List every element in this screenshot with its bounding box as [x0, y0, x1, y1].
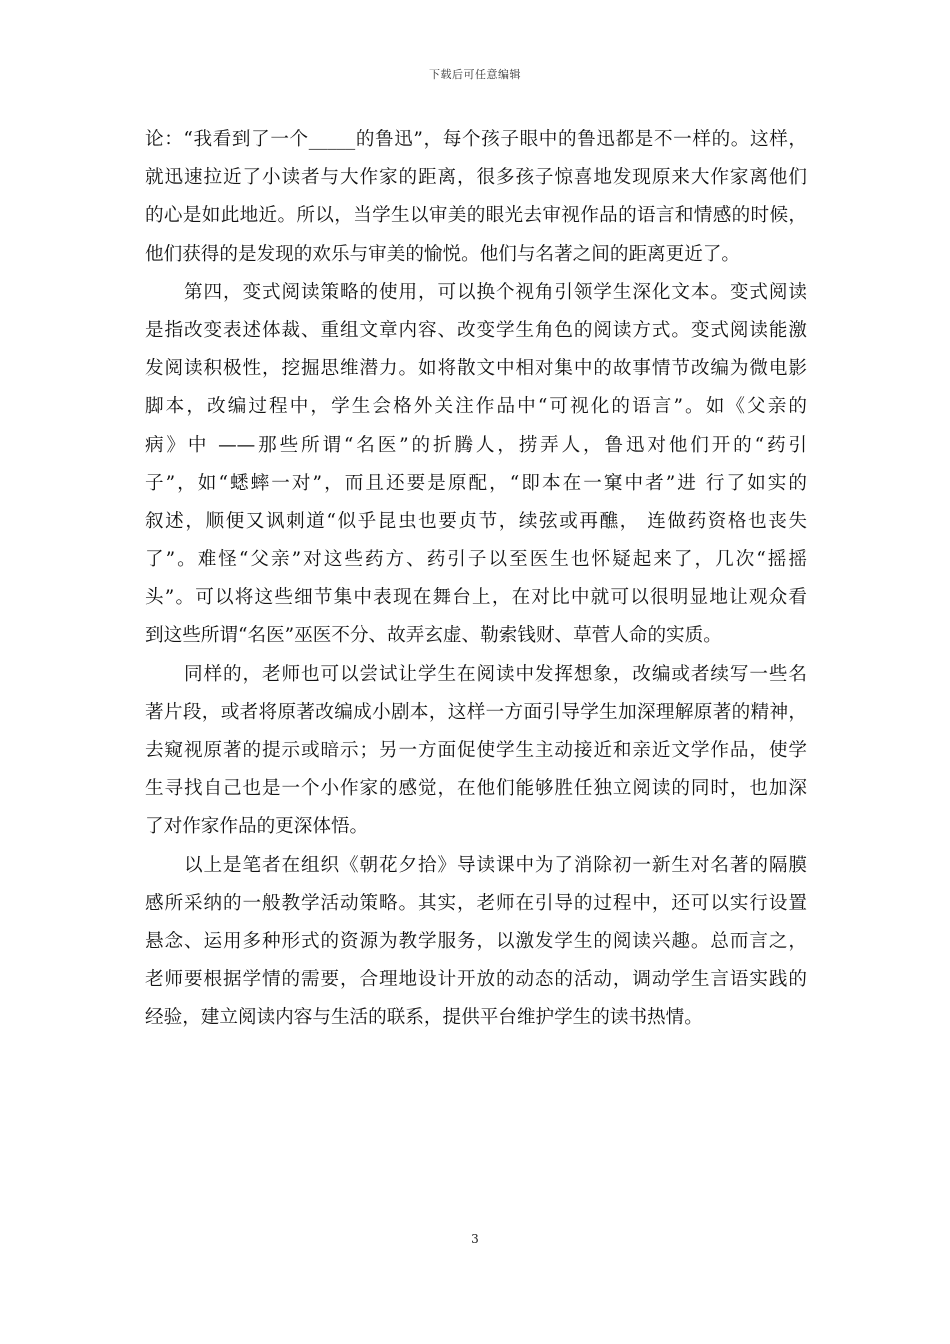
page-number: 3 — [471, 1232, 479, 1246]
text-line: 著片段，或者将原著改编成小剧本，这样一方面引导学生加深理解原著的精神， — [145, 701, 807, 723]
text-line: 的心是如此地近。所以，当学生以审美的眼光去审视作品的语言和情感的时候， — [145, 205, 807, 227]
paragraph-3 — [145, 656, 807, 847]
text-line: 他们获得的是发现的欢乐与审美的愉悦。他们与名著之间的距离更近了。 — [145, 243, 741, 265]
text-line: 了对作家作品的更深体悟。 — [145, 816, 369, 838]
text-line: 了”。难怪“父亲”对这些药方、药引子以至医生也怀疑起来了，几次“摇摇 — [145, 549, 807, 571]
text-line: 以上是笔者在组织《朝花夕拾》导读课中为了消除初一新生对名著的隔膜 — [184, 854, 807, 876]
page-header: 下载后可任意编辑 — [429, 68, 521, 81]
text-line: 叙述，顺便又讽刺道“似乎昆虫也要贞节，续弦或再醮， 连做药资格也丧失 — [145, 510, 807, 532]
paragraph-1 — [145, 121, 807, 274]
text-line: 论：“我看到了一个_____的鲁迅”，每个孩子眼中的鲁迅都是不一样的。这样， — [145, 129, 807, 150]
text-line: 第四，变式阅读策略的使用，可以换个视角引领学生深化文本。变式阅读 — [184, 281, 807, 303]
text-line: 就迅速拉近了小读者与大作家的距离，很多孩子惊喜地发现原来大作家离他们 — [145, 167, 807, 189]
text-line: 悬念、运用多种形式的资源为教学服务，以激发学生的阅读兴趣。总而言之， — [145, 930, 807, 952]
document-body — [145, 121, 807, 1038]
text-line: 子”，如“蟋蟀一对”，而且还要是原配，“即本在一窠中者”进 行了如实的 — [145, 472, 807, 494]
text-line: 脚本，改编过程中，学生会格外关注作品中“可视化的语言”。如《父亲的 — [145, 396, 807, 418]
text-line: 去窥视原著的提示或暗示；另一方面促使学生主动接近和亲近文学作品，使学 — [145, 740, 807, 761]
text-line: 生寻找自己也是一个小作家的感觉，在他们能够胜任独立阅读的同时，也加深 — [145, 778, 807, 800]
text-line: 病》中 ——那些所谓“名医”的折腾人，捞弄人，鲁迅对他们开的“药引 — [145, 434, 807, 456]
text-line: 发阅读积极性，挖掘思维潜力。如将散文中相对集中的故事情节改编为微电影 — [145, 358, 807, 380]
text-line: 头”。可以将这些细节集中表现在舞台上，在对比中就可以很明显地让观众看 — [145, 587, 807, 609]
text-line: 经验，建立阅读内容与生活的联系，提供平台维护学生的读书热情。 — [145, 1007, 703, 1029]
paragraph-2 — [145, 274, 807, 656]
text-line: 同样的，老师也可以尝试让学生在阅读中发挥想象，改编或者续写一些名 — [184, 663, 807, 685]
paragraph-4 — [145, 847, 807, 1038]
text-line: 是指改变表述体裁、重组文章内容、改变学生角色的阅读方式。变式阅读能激 — [145, 319, 807, 341]
text-line: 到这些所谓“名医”巫医不分、故弄玄虚、勒索钱财、草菅人命的实质。 — [145, 625, 722, 647]
text-line: 感所采纳的一般教学活动策略。其实，老师在引导的过程中，还可以实行设置 — [145, 892, 807, 914]
text-line: 老师要根据学情的需要，合理地设计开放的动态的活动，调动学生言语实践的 — [145, 969, 807, 991]
